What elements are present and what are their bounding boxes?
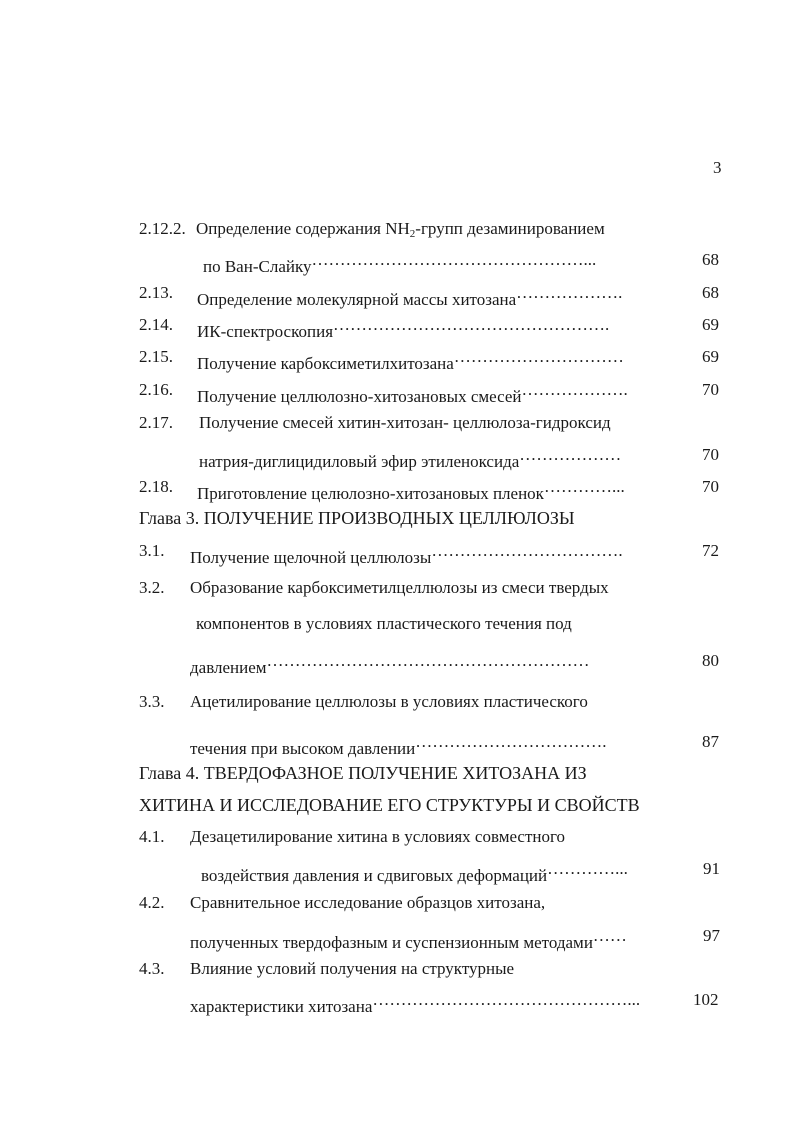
leader-dots: ……………………………. <box>431 541 623 560</box>
leader-dots: ………………………… <box>453 347 624 366</box>
entry-line <box>190 891 545 915</box>
entry-number: 2.17. <box>139 413 173 432</box>
leader-dots: …………... <box>543 477 625 496</box>
leader-dots: …………………………………………. <box>333 315 610 334</box>
leader-dots: …………………………………………... <box>311 250 597 269</box>
entry-line-cont <box>199 443 622 471</box>
entry-line <box>190 690 588 714</box>
entry-page: 102 <box>693 990 719 1009</box>
toc-entry-3-3 <box>139 690 165 714</box>
entry-page: 97 <box>703 926 720 945</box>
entry-title: Получение щелочной целлюлозы <box>190 548 432 567</box>
entry-title: Получение смесей хитин-хитозан- целлюлоза-гидроксид <box>199 413 611 432</box>
entry-line <box>197 313 610 341</box>
toc-entry-2-12-2-cont <box>203 248 597 276</box>
entry-number: 3.2. <box>139 578 165 597</box>
entry-line-cont <box>190 988 641 1016</box>
leader-dots: ………………. <box>516 283 623 302</box>
entry-page: 72 <box>702 541 719 560</box>
leader-dots: ………………………………………………… <box>266 651 590 670</box>
entry-title-cont: характеристики хитозана <box>190 997 373 1016</box>
entry-number: 2.14. <box>139 315 173 334</box>
leader-dots: ………………………………………... <box>372 990 641 1009</box>
entry-title: Сравнительное исследование образцов хитозана, <box>190 893 546 912</box>
entry-page: 70 <box>702 380 719 399</box>
chapter-4-heading-cont: ХИТИНА И ИССЛЕДОВАНИЕ ЕГО СТРУКТУРЫ И СВОЙСТВ <box>139 795 640 815</box>
entry-number: 2.15. <box>139 347 173 366</box>
entry-page: 68 <box>702 283 719 302</box>
entry-line-cont <box>190 924 627 952</box>
entry-title-cont: давлением <box>190 658 267 677</box>
entry-number: 4.3. <box>139 959 165 978</box>
entry-title: Влияние условий получения на структурные <box>190 959 515 978</box>
entry-title: Получение карбоксиметилхитозана <box>197 354 454 373</box>
entry-line <box>190 957 514 981</box>
entry-line <box>197 345 624 373</box>
entry-title-cont: течения при высоком давлении <box>190 739 416 758</box>
entry-line-cont <box>196 612 572 636</box>
entry-title: Приготовление целюлозно-хитозановых пленок <box>197 484 544 503</box>
toc-entry-2-16 <box>139 378 173 402</box>
entry-line <box>190 539 623 567</box>
toc-entry-4-1 <box>139 825 165 849</box>
toc-entry-2-13 <box>139 281 173 305</box>
entry-line <box>197 475 625 503</box>
entry-line-cont <box>190 730 607 758</box>
toc-entry-2-15 <box>139 345 173 369</box>
leader-dots: ………………. <box>521 380 628 399</box>
entry-page: 70 <box>702 477 719 496</box>
entry-title-cont: по Ван-Слайку <box>203 257 312 276</box>
entry-title: Определение молекулярной массы хитозана <box>197 290 517 309</box>
entry-line <box>190 825 565 849</box>
toc-entry-2-12-2 <box>139 217 605 241</box>
entry-title: Получение целлюлозно-хитозановых смесей <box>197 387 522 406</box>
entry-number: 3.1. <box>139 541 165 560</box>
entry-number: 2.18. <box>139 477 173 496</box>
toc-entry-3-1 <box>139 539 165 563</box>
entry-title-cont: полученных твердофазным и суспензионным методами <box>190 933 593 952</box>
entry-title: ИК-спектроскопия <box>197 322 334 341</box>
entry-number: 4.1. <box>139 827 165 846</box>
entry-title: Образование карбоксиметилцеллюлозы из смеси твердых <box>190 578 609 597</box>
entry-line <box>199 411 611 435</box>
toc-entry-2-14 <box>139 313 173 337</box>
entry-page: 70 <box>702 445 719 464</box>
entry-page: 69 <box>702 315 719 334</box>
entry-line <box>197 281 623 309</box>
toc-entry-2-18 <box>139 475 173 499</box>
chapter-4-heading: Глава 4. ТВЕРДОФАЗНОЕ ПОЛУЧЕНИЕ ХИТОЗАНА ИЗ <box>139 763 587 783</box>
entry-title-cont: натрия-диглицидиловый эфир этиленоксида <box>199 452 520 471</box>
entry-page: 68 <box>702 250 719 269</box>
entry-number: 4.2. <box>139 893 165 912</box>
chapter-3-heading: Глава 3. ПОЛУЧЕНИЕ ПРОИЗВОДНЫХ ЦЕЛЛЮЛОЗЫ <box>139 508 575 528</box>
entry-title: Определение содержания $NH_2$-групп дезаминированием <box>196 219 605 240</box>
entry-title: Ацетилирование целлюлозы в условиях пластического <box>190 692 588 711</box>
toc-entry-3-2 <box>139 576 165 600</box>
toc-entry-4-3 <box>139 957 165 981</box>
leader-dots: ……………………………. <box>415 732 607 751</box>
entry-line <box>197 378 628 406</box>
entry-number: 3.3. <box>139 692 165 711</box>
entry-number: 2.12.2. <box>139 219 186 238</box>
entry-page: 80 <box>702 651 719 670</box>
page-number: 3 <box>713 158 722 177</box>
leader-dots: …… <box>592 926 627 945</box>
entry-line-cont <box>190 649 590 677</box>
entry-page: 91 <box>703 859 720 878</box>
entry-page: 87 <box>702 732 719 751</box>
toc-entry-2-17 <box>139 411 173 435</box>
leader-dots: …………... <box>547 859 628 878</box>
entry-title-cont: воздействия давления и сдвиговых деформаций <box>201 866 548 885</box>
entry-line-cont <box>201 857 628 885</box>
entry-title-cont: компонентов в условиях пластического течения под <box>196 614 572 633</box>
entry-number: 2.13. <box>139 283 173 302</box>
leader-dots: ……………… <box>519 445 622 464</box>
toc-entry-4-2 <box>139 891 165 915</box>
entry-line <box>190 576 609 600</box>
entry-title: Дезацетилирование хитина в условиях совместного <box>190 827 566 846</box>
entry-page: 69 <box>702 347 719 366</box>
entry-number: 2.16. <box>139 380 173 399</box>
